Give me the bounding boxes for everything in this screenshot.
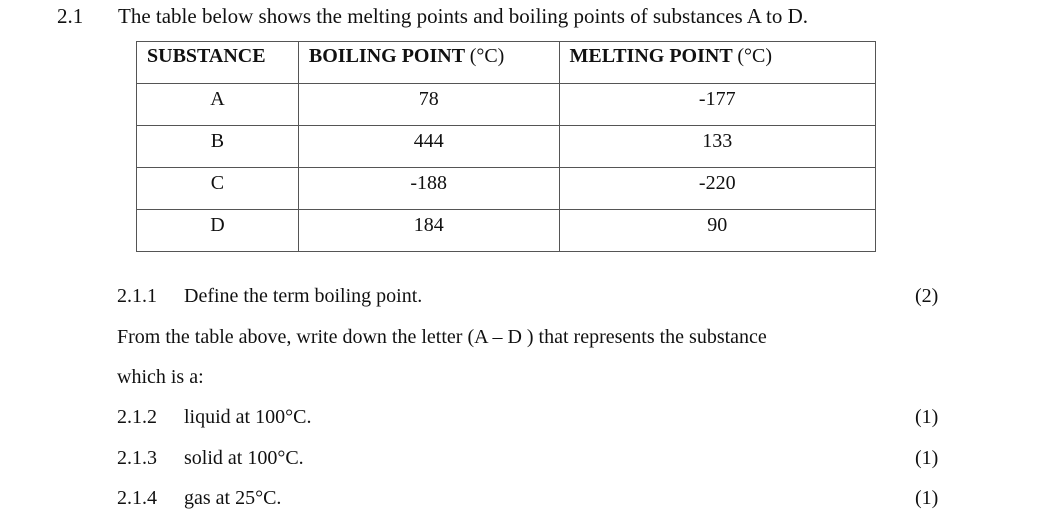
cell-substance: C [137,168,299,210]
subquestion-text: solid at 100°C. [184,447,304,469]
cell-melting-point: 133 [559,126,876,168]
subquestion-2-1-2 [0,406,1037,432]
instruction-line-2: which is a: [117,366,204,388]
subquestion-number: 2.1.1 [117,285,157,307]
table-row [137,168,876,210]
table-header-row [137,42,876,84]
table-row [137,210,876,252]
subquestion-2-1-4 [0,487,1037,513]
subquestion-number: 2.1.3 [117,447,157,469]
cell-boiling-point: -188 [298,168,559,210]
cell-boiling-point: 184 [298,210,559,252]
subquestion-text: gas at 25°C. [184,487,282,509]
cell-boiling-point: 78 [298,84,559,126]
question-number: 2.1 [57,4,84,28]
marks-allocation: (1) [915,487,939,509]
cell-substance: A [137,84,299,126]
header-melting-point: MELTING POINT (°C) [559,42,876,84]
table-row [137,84,876,126]
cell-substance: D [137,210,299,252]
subquestion-2-1-1 [0,285,1037,311]
cell-melting-point: 90 [559,210,876,252]
cell-boiling-point: 444 [298,126,559,168]
instruction-line-1: From the table above, write down the letter (A – D ) that represents the substance [117,326,767,348]
cell-substance: B [137,126,299,168]
table-row [137,126,876,168]
marks-allocation: (1) [915,406,939,428]
subquestion-number: 2.1.4 [117,487,157,509]
subquestion-number: 2.1.2 [117,406,157,428]
cell-melting-point: -177 [559,84,876,126]
substances-table [136,41,876,252]
question-intro: The table below shows the melting points and boiling points of substances A to D. [118,4,809,28]
marks-allocation: (1) [915,447,939,469]
marks-allocation: (2) [915,285,939,307]
subquestion-text: liquid at 100°C. [184,406,312,428]
subquestion-2-1-3 [0,447,1037,473]
header-boiling-point: BOILING POINT (°C) [298,42,559,84]
subquestion-text: Define the term boiling point. [184,285,423,307]
cell-melting-point: -220 [559,168,876,210]
header-substance: SUBSTANCE [137,42,299,84]
